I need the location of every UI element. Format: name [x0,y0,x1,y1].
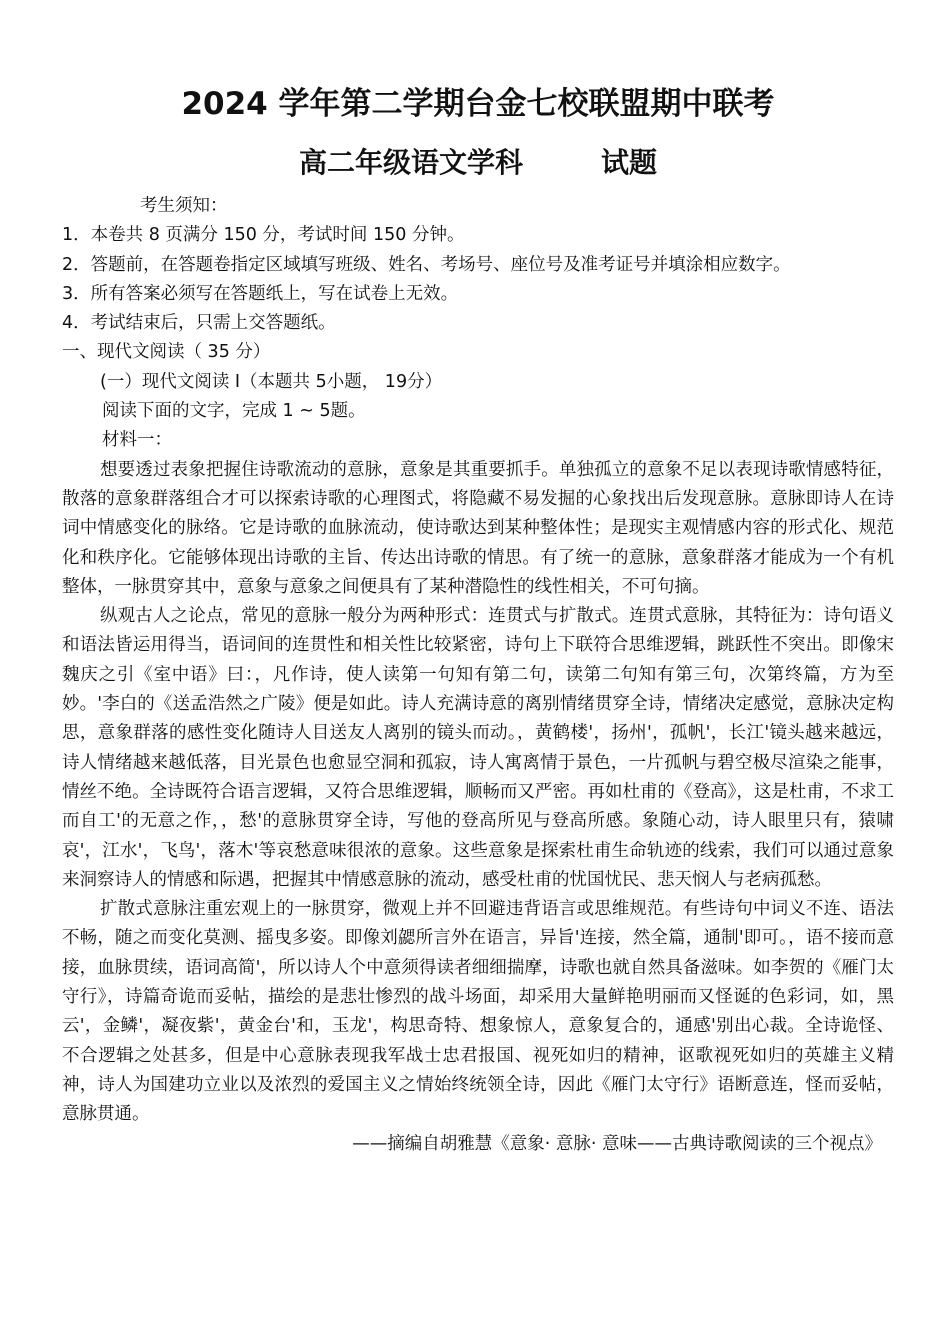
exam-page [62,84,894,1159]
notice-item: 3．所有答案必须写在答题纸上，写在试卷上无效。 [62,283,459,304]
exam-title: 2024 学年第二学期台金七校联盟期中联考 [181,86,775,122]
section-title: 一、现代文阅读（ 35 分） [62,342,271,363]
material-label: 材料一： [102,430,172,451]
material-paragraph-2: 纵观古人之论点，常见的意脉一般分为两种形式：连贯式与扩散式。连贯式意脉，其特征为：诗句语义和语法皆运用得当，语词间的连贯性和相关性比较紧密，诗句上下联符合思维逻辑，跳跃性不突出。即像宋魏庆之引《室中语》曰：，凡作诗，使人读第一句知有第二句，读第二句知有第三句，次第终篇，方为至妙。'李白的《送孟浩然之广陵》便是如此。诗人充满诗意的离别情绪贯穿全诗，情绪决定感觉，意脉决定构思，意象群落的感性变化随诗人目送友人离别的镜头而动。，黄鹤楼'，扬州'，孤帆'，长江'镜头越来越远，诗人情绪越来越低落，目光景色也愈显空洞和孤寂，诗人寓离情于景色，一片孤帆与碧空极尽渲染之能事，情丝不绝。全诗既符合语言逻辑，又符合思维逻辑，顺畅而又严密。再如杜甫的《登高》，这是杜甫，不求工而自工'的无意之作，，愁'的意脉贯穿全诗，写他的登高所见与登高所感。象随心动，诗人眼里只有，猿啸哀'，江水'，飞鸟'，落木'等哀愁意味很浓的意象。这些意象是探索杜甫生命轨迹的线索，我们可以通过意象来洞察诗人的情感和际遇，把握其中情感意脉的流动，感受杜甫的忧国忧民、悲天悯人与老病孤愁。 [62,606,894,890]
material-source: ——摘编自胡雅慧《意象· 意脉· 意味——古典诗歌阅读的三个视点》 [352,1133,882,1154]
reading-instruction: 阅读下面的文字，完成 1 ~ 5题。 [102,401,366,422]
material-paragraph-1: 想要透过表象把握住诗歌流动的意脉，意象是其重要抓手。单独孤立的意象不足以表现诗歌情感特征，散落的意象群落组合才可以探索诗歌的心理图式，将隐藏不易发掘的心象找出后发现意脉。意脉即诗人在诗词中情感变化的脉络。它是诗歌的血脉流动，使诗歌达到某种整体性；是现实主观情感内容的形式化、规范化和秩序化。它能够体现出诗歌的主旨、传达出诗歌的情思。有了统一的意脉，意象群落才能成为一个有机整体，一脉贯穿其中，意象与意象之间便具有了某种潜隐性的线性相关，不可句摘。 [62,459,894,597]
material-paragraph-3: 扩散式意脉注重宏观上的一脉贯穿，微观上并不回避违背语言或思维规范。有些诗句中词义不连、语法不畅，随之而变化莫测、摇曳多姿。即像刘勰所言外在语言，异旨'连接，然全篇，通制'即可。，语不接而意接，血脉贯续，语词高简'，所以诗人个中意须得读者细细揣摩，诗歌也就自然具备滋味。如李贺的《雁门太守行》，诗篇奇诡而妥帖，描绘的是悲壮惨烈的战斗场面，却采用大量鲜艳明丽而又怪诞的色彩词，如，黑云'，金鳞'，凝夜紫'，黄金台'和，玉龙'，构思奇特、想象惊人，意象复合的，通感'别出心裁。全诗诡怪、不合逻辑之处甚多，但是中心意脉表现我军战士忠君报国、视死如归的精神，讴歌视死如归的英雄主义精神，诗人为国建功立业以及浓烈的爱国主义之情始终统领全诗，因此《雁门太守行》语断意连，怪而妥帖，意脉贯通。 [62,899,894,1125]
notice-item: 4．考试结束后，只需上交答题纸。 [62,313,336,334]
notice-item: 2．答题前，在答题卷指定区域填写班级、姓名、考场号、座位号及准考证号并填涂相应数字。 [62,254,791,275]
exam-subtitle: 高二年级语文学科 试题 [299,146,657,179]
notice-heading: 考生须知： [140,196,228,216]
subsection-title: (一）现代文阅读 I（本题共 5小题， 19分） [100,371,443,392]
notice-item: 1．本卷共 8 页满分 150 分，考试时间 150 分钟。 [62,225,465,246]
